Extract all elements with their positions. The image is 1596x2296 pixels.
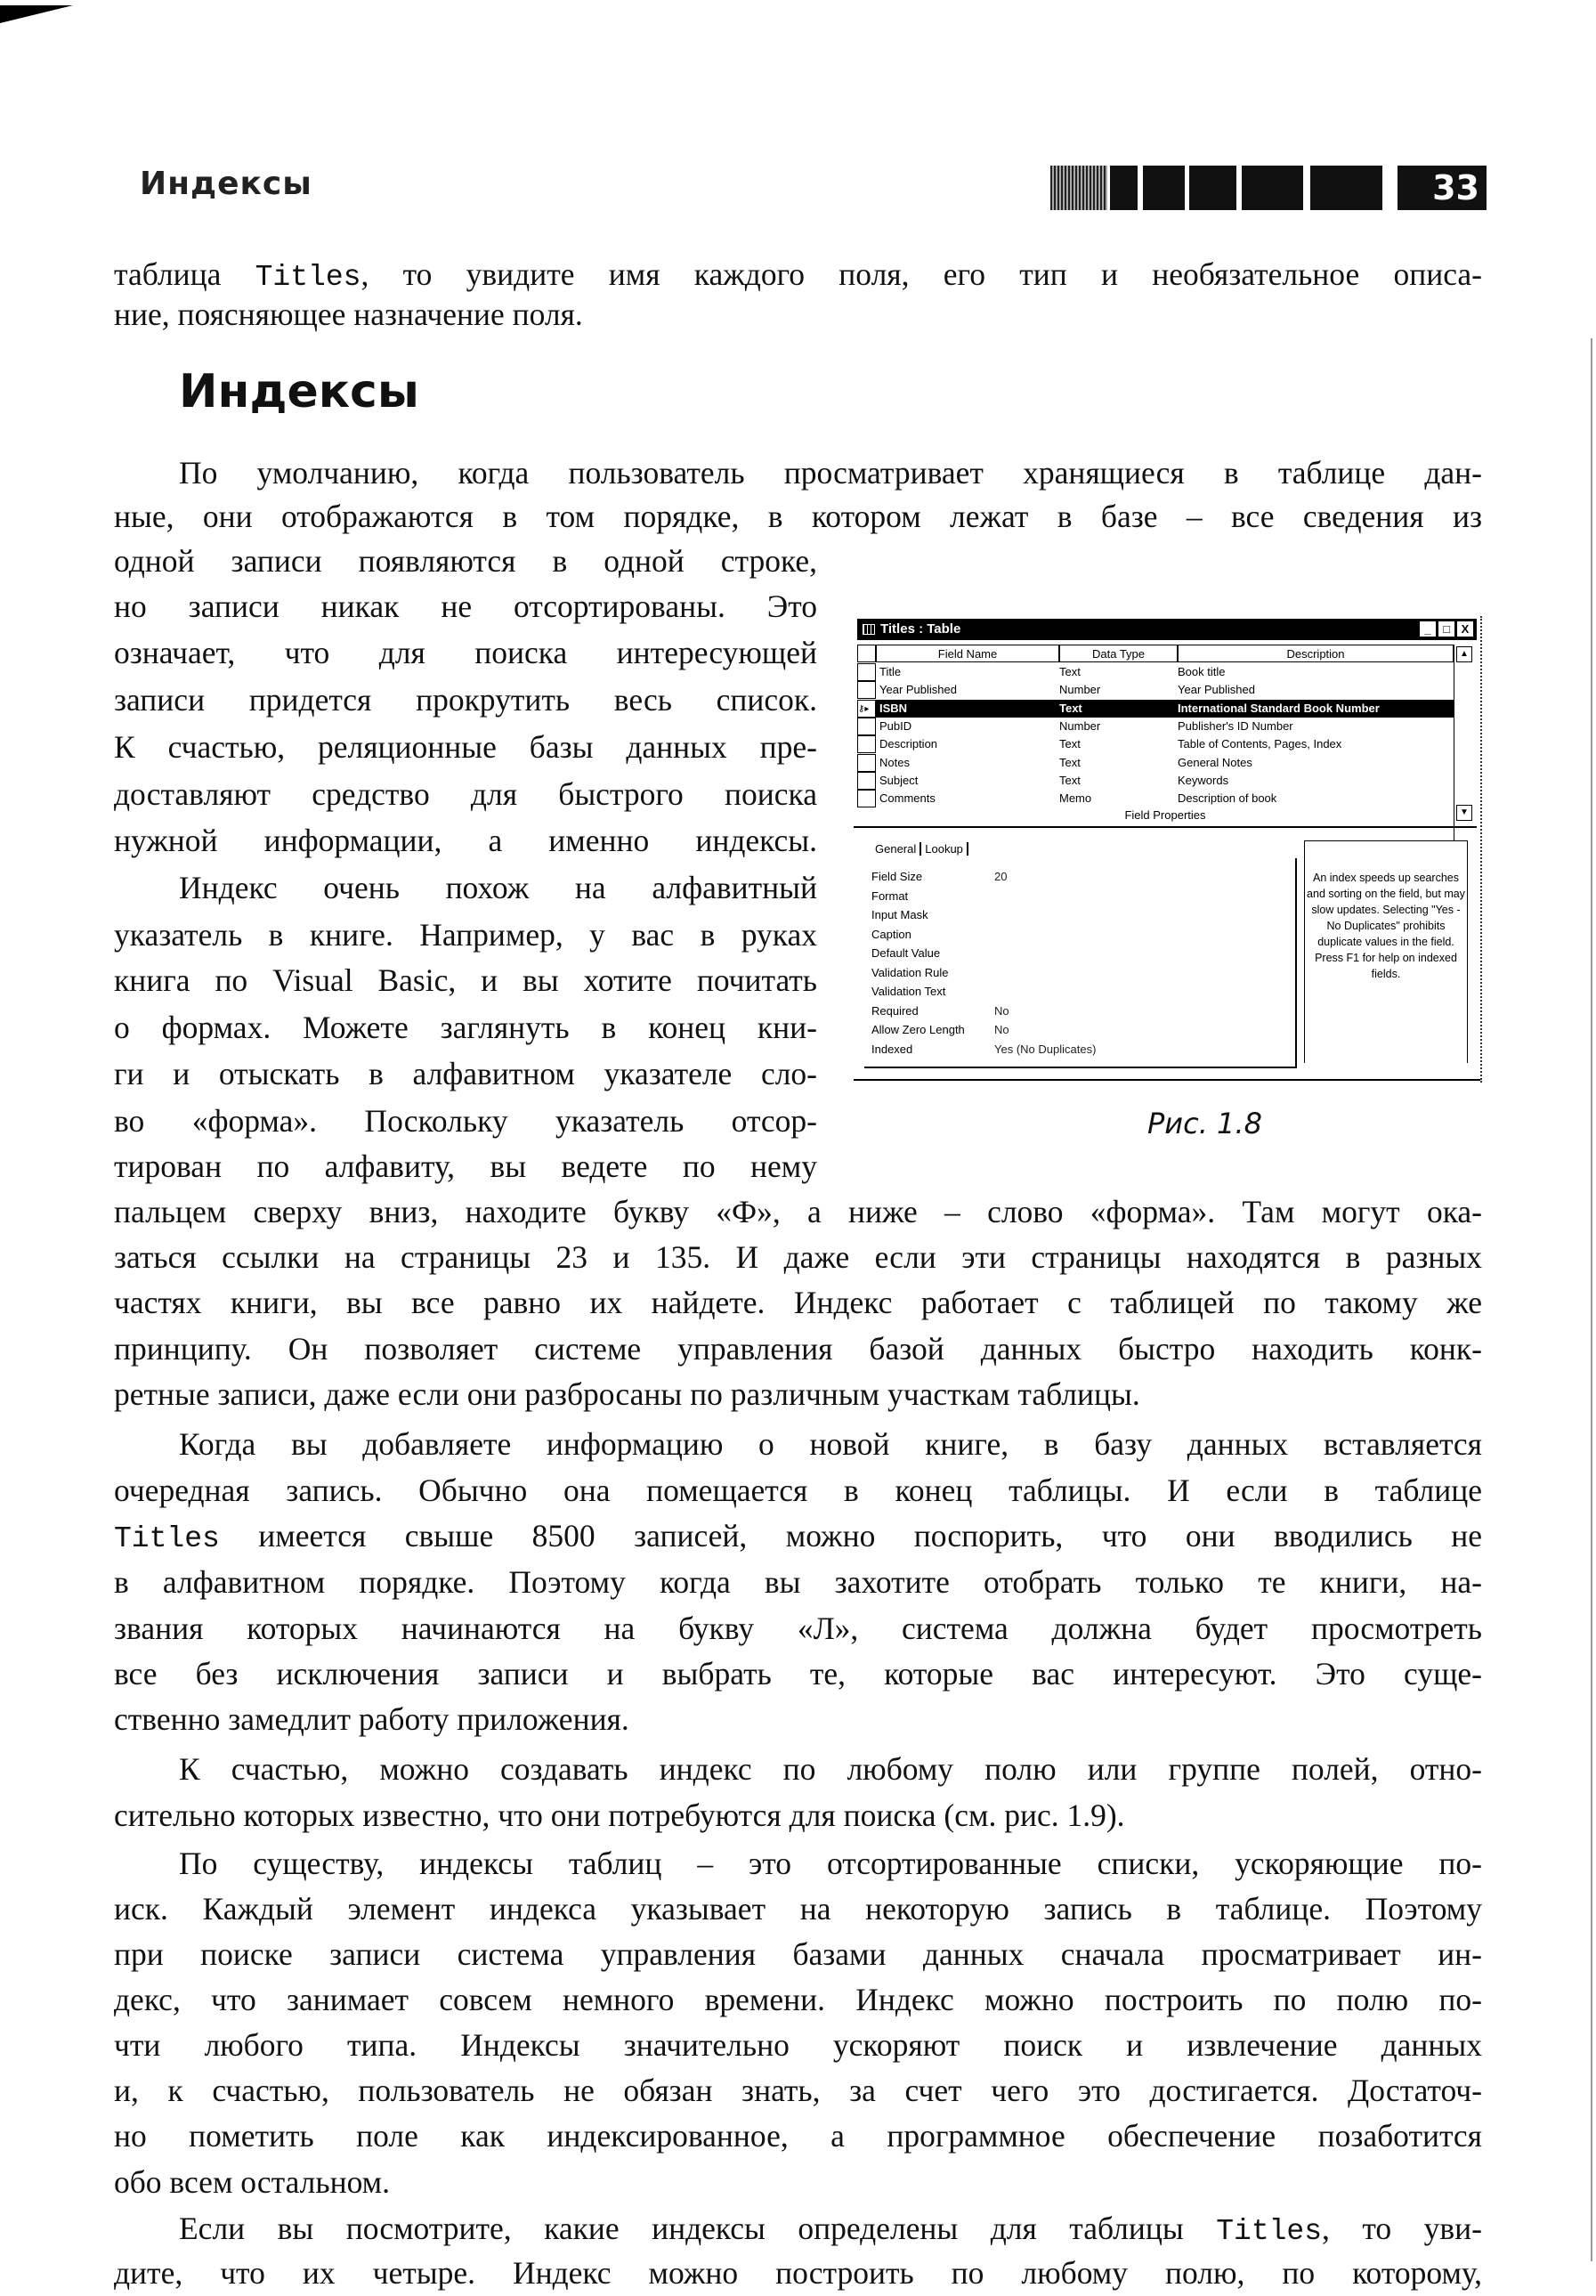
text-line: но пометить поле как индексированное, а программное обеспечение позаботится	[114, 2118, 1482, 2154]
text-line: во «форма». Поскольку указатель отсор-	[114, 1103, 817, 1139]
window-title: Titles : Table	[880, 621, 961, 637]
data-type-cell[interactable]: Text	[1059, 755, 1081, 769]
figure-caption: Рис. 1.8	[1147, 1107, 1262, 1140]
section-heading: Индексы	[179, 365, 419, 418]
text-line: декс, что занимает совсем немного времени. Индекс можно построить по полю по-	[114, 1982, 1482, 2017]
text-line: сительно которых известно, что они потребуются для поиска (см. рис. 1.9).	[114, 1797, 1125, 1833]
description-cell[interactable]: Book title	[1178, 665, 1226, 678]
text-line: иск. Каждый элемент индекса указывает на некоторую запись в таблице. Поэтому	[114, 1891, 1482, 1927]
text-line: заться ссылки на страницы 23 и 135. И даже если эти страницы находятся в разных	[114, 1239, 1482, 1275]
data-type-cell[interactable]: Memo	[1059, 791, 1092, 806]
column-header-description[interactable]: Description	[1178, 645, 1454, 662]
text-line: ги и отыскать в алфавитном указателе сло-	[114, 1056, 817, 1091]
header-bar	[1050, 166, 1107, 210]
row-selector[interactable]	[857, 718, 876, 735]
header-bars	[1050, 166, 1487, 210]
property-label: Default Value	[871, 946, 941, 960]
window-bottom-border	[854, 1079, 1480, 1081]
properties-tabs	[871, 842, 968, 856]
text-line: все без исключения записи и выбрать те, которые вас интересуют. Это суще-	[114, 1656, 1482, 1692]
tab-general[interactable]: General	[871, 842, 921, 856]
description-cell[interactable]: Keywords	[1178, 773, 1229, 787]
property-label: Validation Text	[871, 985, 946, 998]
text-line: Titles имеется свыше 8500 записей, можно поспорить, что они вводились не	[114, 1518, 1482, 1555]
text-line: записи придется прокрутить весь список.	[114, 682, 817, 718]
field-properties-label: Field Properties	[1124, 808, 1206, 822]
scroll-up-arrow-icon[interactable]: ▲	[1456, 646, 1472, 662]
property-label: Indexed	[871, 1042, 913, 1056]
scroll-down-arrow-icon[interactable]: ▼	[1456, 805, 1472, 821]
primary-key-icon[interactable]: ⚷▸	[857, 700, 876, 718]
text-line: но записи никак не отсортированы. Это	[114, 588, 817, 624]
property-label: Validation Rule	[871, 965, 949, 979]
description-cell[interactable]: Publisher's ID Number	[1178, 718, 1293, 733]
text-line: указатель в книге. Например, у вас в руках	[114, 917, 817, 953]
page-corner-mark	[0, 5, 73, 23]
field-name-cell[interactable]: ISBN	[876, 700, 1063, 718]
row-selector[interactable]	[857, 754, 876, 772]
text-line: доставляют средство для быстрого поиска	[114, 776, 817, 812]
running-title: Индексы	[140, 166, 312, 202]
header-bar	[1242, 166, 1303, 210]
text-line: нужной информации, а именно индексы.	[114, 823, 817, 858]
text-line: По существу, индексы таблиц – это отсортированные списки, ускоряющие по-	[179, 1846, 1482, 1881]
field-name-cell[interactable]: Subject	[879, 773, 919, 787]
figure-access-table-design	[854, 616, 1482, 1083]
text-line: очередная запись. Обычно она помещается в конец таблицы. И если в таблице	[114, 1473, 1482, 1508]
maximize-button[interactable]: □	[1438, 621, 1454, 637]
property-label: Required	[871, 1003, 919, 1018]
row-selector[interactable]	[857, 772, 876, 790]
text-line: одной записи появляются в одной строке,	[114, 543, 817, 579]
header-selector	[857, 645, 876, 662]
text-line: принципу. Он позволяет системе управления базой данных быстро находить конк-	[114, 1331, 1482, 1367]
field-name-cell[interactable]: Title	[879, 665, 902, 678]
field-name-cell[interactable]: PubID	[879, 718, 912, 733]
field-name-cell[interactable]: Year Published	[879, 683, 957, 697]
table-icon	[863, 624, 875, 635]
code-table-name: Titles	[114, 1522, 220, 1555]
field-name-cell[interactable]: Description	[879, 737, 938, 751]
description-cell[interactable]: International Standard Book Number	[1178, 700, 1454, 718]
field-name-cell[interactable]: Comments	[879, 791, 936, 806]
scan-edge-line	[1591, 338, 1592, 2261]
property-label: Field Size	[871, 870, 923, 883]
text-line: К счастью, можно создавать индекс по любому полю или группе полей, отно-	[179, 1751, 1482, 1787]
column-header-field-name[interactable]: Field Name	[876, 645, 1059, 662]
data-type-cell[interactable]: Text	[1059, 665, 1081, 678]
description-cell[interactable]: General Notes	[1178, 755, 1252, 769]
text-line: обо всем остальном.	[114, 2164, 391, 2200]
tab-lookup[interactable]: Lookup	[921, 842, 968, 856]
data-type-cell[interactable]: Number	[1059, 718, 1101, 733]
row-selector[interactable]	[857, 790, 876, 807]
text-line: таблица Titles, то увидите имя каждого поля, его тип и необязательное описа-	[114, 256, 1482, 294]
close-button[interactable]: X	[1457, 621, 1473, 637]
description-cell[interactable]: Year Published	[1178, 683, 1255, 697]
text-line: при поиске записи система управления базами данных сначала просматривает ин-	[114, 1936, 1482, 1972]
text-line: о формах. Можете заглянуть в конец кни-	[114, 1010, 817, 1045]
text-line: Индекс очень похож на алфавитный	[179, 870, 817, 905]
text-line: К счастью, реляционные базы данных пре-	[114, 729, 817, 765]
property-value[interactable]: 20	[994, 870, 1008, 883]
property-value[interactable]: No	[994, 1023, 1009, 1036]
header-bar	[1189, 166, 1236, 210]
text-line: тирован по алфавиту, вы ведете по нему	[114, 1148, 817, 1184]
code-table-name: Titles	[1216, 2215, 1323, 2248]
data-type-cell[interactable]: Text	[1059, 700, 1178, 718]
row-selector[interactable]	[857, 735, 876, 753]
text-line: звания которых начинаются на букву «Л», система должна будет просмотреть	[114, 1610, 1482, 1646]
text-line: Если вы посмотрите, какие индексы определены для таблицы Titles, то уви-	[179, 2211, 1482, 2248]
text-line: чти любого типа. Индексы значительно ускоряют поиск и извлечение данных	[114, 2027, 1482, 2063]
property-value[interactable]: Yes (No Duplicates)	[994, 1042, 1097, 1056]
row-selector[interactable]	[857, 663, 876, 681]
text-line: Когда вы добавляете информацию о новой книге, в базу данных вставляется	[179, 1426, 1482, 1462]
field-name-cell[interactable]: Notes	[879, 755, 910, 769]
column-header-data-type[interactable]: Data Type	[1059, 645, 1178, 662]
header-bar	[1110, 166, 1138, 210]
page-number: 33	[1398, 166, 1487, 210]
text-line: ственно замедлит работу приложения.	[114, 1701, 629, 1737]
data-type-cell[interactable]: Number	[1059, 683, 1101, 697]
help-box: An index speeds up searches and sorting on the field, but may slow updates. Selecting "Yes - No Duplicates" prohibits duplicate values in the field. Press F1 for help on indexed fields.	[1304, 840, 1468, 1063]
text-line: По умолчанию, когда пользователь просматривает хранящиеся в таблице дан-	[179, 455, 1482, 491]
row-selector[interactable]	[857, 681, 876, 699]
text-line: ретные записи, даже если они разбросаны по различным участкам таблицы.	[114, 1376, 1140, 1412]
text-line: книга по Visual Basic, и вы хотите почитать	[114, 962, 817, 998]
divider	[854, 826, 1477, 828]
description-cell[interactable]: Description of book	[1178, 791, 1277, 806]
property-label: Format	[871, 888, 909, 903]
text-line: пальцем сверху вниз, находите букву «Ф», а ниже – слово «форма». Там могут ока-	[114, 1194, 1482, 1229]
property-label: Allow Zero Length	[871, 1023, 965, 1036]
text-line: в алфавитном порядке. Поэтому когда вы захотите отобрать только те книги, на-	[114, 1564, 1482, 1600]
property-value[interactable]: No	[994, 1003, 1009, 1018]
text-line: дите, что их четыре. Индекс можно построить по любому полю, по которому,	[114, 2255, 1482, 2291]
text-line: ние, поясняющее назначение поля.	[114, 296, 583, 332]
text-line: и, к счастью, пользователь не обязан знать, за счет чего это достигается. Достаточ-	[114, 2073, 1482, 2108]
data-type-cell[interactable]: Text	[1059, 773, 1081, 787]
code-table-name: Titles	[255, 261, 361, 294]
text-line: частях книги, вы все равно их найдете. Индекс работает с таблицей по такому же	[114, 1285, 1482, 1320]
property-label: Caption	[871, 927, 911, 941]
header-bar	[1143, 166, 1185, 210]
window-titlebar	[857, 619, 1477, 640]
text-line: означает, что для поиска интересующей	[114, 635, 817, 670]
data-type-cell[interactable]: Text	[1059, 737, 1081, 751]
property-label: Input Mask	[871, 908, 928, 921]
minimize-button[interactable]: _	[1420, 621, 1436, 637]
text-line: ные, они отображаются в том порядке, в котором лежат в базе – все сведения из	[114, 499, 1482, 534]
table-design-window	[854, 616, 1482, 1083]
header-bar	[1310, 166, 1382, 210]
description-cell[interactable]: Table of Contents, Pages, Index	[1178, 737, 1342, 751]
